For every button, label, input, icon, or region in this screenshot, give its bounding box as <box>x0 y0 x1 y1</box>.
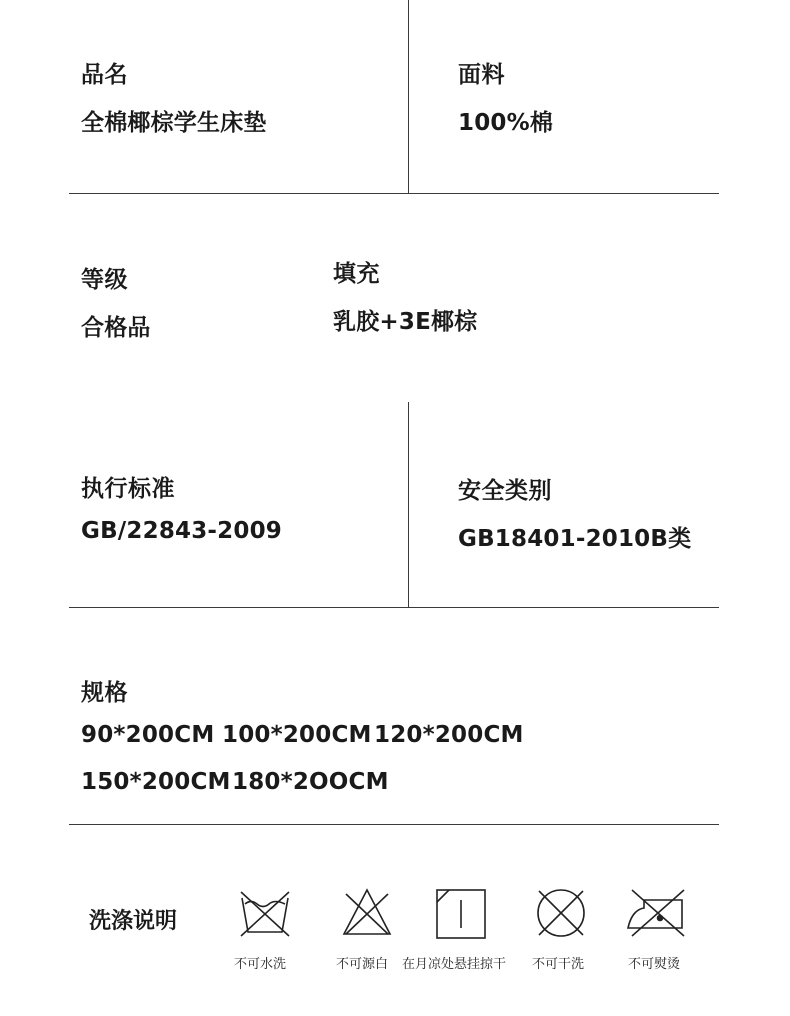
filling-value: 乳胶+3E椰棕 <box>333 309 478 335</box>
divider-vertical-middle <box>408 402 409 608</box>
filling-label: 填充 <box>333 261 380 287</box>
no-wash-icon <box>238 886 292 940</box>
no-dry-clean-icon <box>534 886 588 940</box>
line-dry-shade-label: 在月凉处悬挂掠干 <box>402 957 507 972</box>
spec-size: 100*200CM <box>222 722 372 748</box>
line-dry-shade-icon <box>434 886 488 940</box>
safety-label: 安全类别 <box>458 478 552 504</box>
spec-size: 120*200CM <box>374 722 524 748</box>
divider-horizontal-1 <box>69 193 719 194</box>
divider-horizontal-3 <box>69 824 719 825</box>
fabric-value: 100%棉 <box>458 110 554 136</box>
standard-value: GB/22843-2009 <box>81 518 282 544</box>
no-wash-label: 不可水洗 <box>234 957 287 972</box>
care-title: 洗涤说明 <box>89 909 178 934</box>
no-dry-clean-label: 不可干洗 <box>532 957 585 972</box>
spec-size: 180*2OOCM <box>232 769 389 795</box>
spec-size: 150*200CM <box>81 769 231 795</box>
divider-vertical-top <box>408 0 409 193</box>
no-iron-icon <box>626 886 688 940</box>
product-name-label: 品名 <box>81 62 128 88</box>
standard-label: 执行标准 <box>81 476 175 502</box>
specs-label: 规格 <box>81 680 128 706</box>
no-bleach-label: 不可源白 <box>336 957 389 972</box>
no-iron-label: 不可熨烫 <box>628 957 681 972</box>
divider-horizontal-2 <box>69 607 719 608</box>
product-name-value: 全棉椰棕学生床垫 <box>81 110 267 136</box>
safety-value: GB18401-2010B类 <box>458 526 692 552</box>
fabric-label: 面料 <box>458 62 505 88</box>
grade-value: 合格品 <box>81 315 151 341</box>
spec-size: 90*200CM <box>81 722 215 748</box>
grade-label: 等级 <box>81 267 128 293</box>
no-bleach-icon <box>340 886 394 940</box>
